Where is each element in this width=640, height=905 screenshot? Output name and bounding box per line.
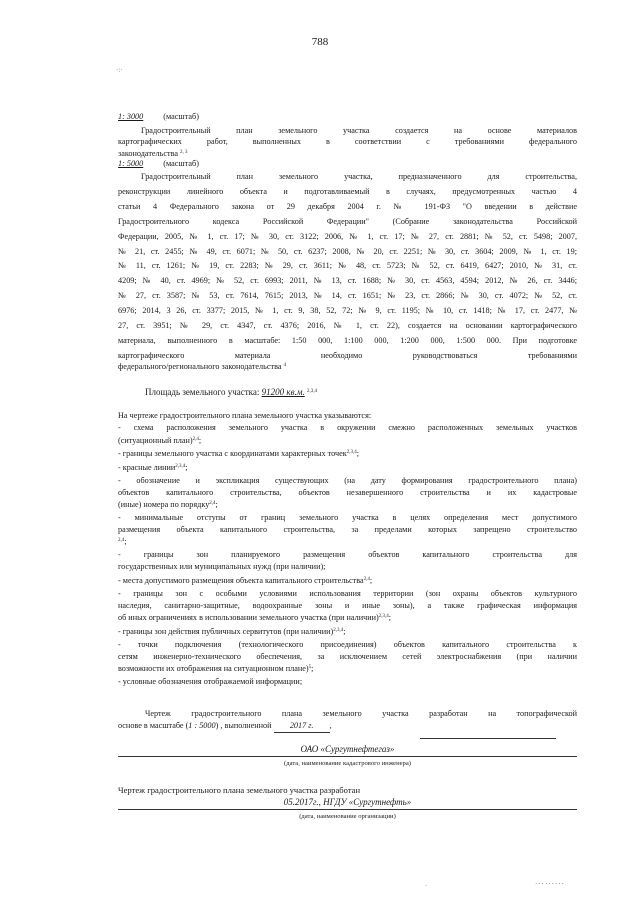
block2-line: 27, ст. 3951; № 29, ст. 4347, ст. 4376; 2016, № 1, ст. 22), создается на основании картографического: [118, 321, 577, 330]
drawing-item-tail: ;: [198, 435, 202, 445]
drawing-item-tail: ;: [388, 613, 391, 623]
page-number: 788: [311, 36, 329, 48]
block2-line: Федерации, 2005, № 1, ст. 17; № 30, ст. 3122; 2006, № 1, ст. 17; № 27, ст. 2881; № 52, ст. 5498; 2007,: [118, 231, 577, 241]
drawing-item-line: [118, 677, 302, 688]
scan-speck: ·:·: [116, 66, 123, 74]
signature-rule-2: [118, 809, 577, 810]
scan-speck: ·: [425, 882, 428, 890]
drawing-item-line: [118, 536, 127, 548]
drawing-item-footnote: 2,3,4: [346, 450, 357, 456]
block1-line3: [118, 148, 188, 160]
drawing-item-tail: ;: [369, 576, 373, 586]
drawing-item-tail: ;: [185, 463, 188, 473]
engineer-name: ОАО «Сургутнефтегаз»: [300, 744, 395, 754]
block2-last-line: [118, 361, 286, 373]
block2-line: № 27, ст. 3587; № 53, ст. 7614, 7615; 2013, № 14, ст. 1651; № 23, ст. 2866; № 30, ст. 4072; № 52, ст.: [118, 291, 577, 301]
org-heading: Чертеж градостроительного плана земельного участка разработан: [118, 785, 361, 795]
drawing-item-line: [118, 640, 577, 651]
block1-footnote: 2, 3: [180, 150, 188, 155]
block2-line: № 21, ст. 2455; № 49, ст. 6071; № 50, ст. 6237; 2008, № 20, ст. 2251; № 30, ст. 3604; 2009, № 1, ст. 19;: [118, 246, 577, 256]
block2-line: № 11, ст. 1261; № 19, ст. 2283; № 29, ст. 3611; № 48, ст. 5723; № 52, ст. 6419, 6427; 2010, № 31, ст.: [118, 261, 577, 271]
drawing-item-line: [118, 435, 201, 447]
block1-line3-text: законодательства: [118, 149, 178, 158]
drawing-item-line: [118, 562, 325, 573]
block2-line: Градостроительный план земельного участка, предназначенного для строительства,: [141, 172, 577, 181]
drawing-item-line: [118, 499, 218, 511]
block2-line: 6976; 2014, 3 26, ст. 3377; 2015, № 1, ст. 9, 38, 52, 72; № 9, ст. 1195; № 10, ст. 1418; № 17, ст. 2477, №: [118, 306, 577, 316]
drawing-item-line: [118, 423, 577, 434]
area-line: [145, 387, 317, 398]
drawing-item-line: [118, 462, 188, 474]
signature-rule-short: [420, 738, 556, 739]
scale-line-1: [118, 112, 199, 123]
made-end: ,: [329, 721, 332, 730]
drawing-item-line: [118, 476, 577, 487]
block2-footnote: 4: [283, 363, 287, 368]
drawing-item-text: размещения объекта капитального строительства, за пределами которых запрещено строительство: [118, 524, 577, 534]
drawing-item-text: - минимальные отступы от границ земельного участка в целях определения мест допустимого: [118, 513, 577, 522]
org-caption: (дата, наименование организации): [299, 813, 396, 820]
drawing-item-text: об иных ограничениях в использовании земельного участка (при наличии): [118, 613, 379, 623]
block2-line: реконструкции линейного объекта и подготавливаемый в случаях, предусмотренных частью 4: [118, 186, 577, 196]
drawing-item-text: (иные) номера по порядку: [118, 500, 210, 510]
drawing-item-line: [118, 575, 372, 587]
drawing-item-footnote: 2,4: [192, 436, 199, 442]
drawing-item-text: - границы земельного участка с координатами характерных точек: [118, 449, 347, 459]
block2-line: картографического материала необходимо руководствоваться требованиями: [118, 350, 577, 360]
area-label: Площадь земельного участка:: [145, 387, 260, 397]
scale-label-1: (масштаб): [163, 112, 199, 121]
made-line-1: Чертеж градостроительного плана земельного участка разработан на топографической: [145, 709, 577, 718]
drawing-item-text: возможности их отображения на ситуационном плане): [118, 664, 309, 674]
org-value: 05.2017г., НГДУ «Сургутнефть»: [283, 797, 412, 807]
drawing-item-text: государственных или муниципальных нужд (при наличии);: [118, 561, 326, 571]
drawing-item-line: [118, 626, 345, 638]
drawing-item-text: наследия, санитарно-защитные, водоохранные зоны и иные зоны), а также графическая информация: [118, 600, 577, 610]
scale-value-2: 1: 5000: [118, 159, 144, 168]
drawing-item-text: сетям инженерно-технического обеспечения, за исключением сетей электроснабжения (при наличии: [118, 651, 577, 661]
drawing-item-text: - места допустимого размещения объекта капитального строительства: [118, 576, 364, 586]
drawing-item-text: (ситуационный план): [118, 435, 193, 445]
area-footnote: 2,3,4: [307, 389, 318, 394]
block2-line: материала, выполненного в масштабе: 1:50 000, 1:100 000, 1:200 000, 1:500 000. При подготовке: [118, 335, 577, 345]
drawing-item-line: [118, 488, 577, 499]
drawing-item-line: [118, 612, 391, 624]
scale-label-2: (масштаб): [163, 159, 199, 168]
block2-line: Градостроительного кодекса Российской Федерации" (Собрание законодательства Российской: [118, 216, 577, 226]
made-mid: ) , выполненной: [215, 721, 272, 730]
drawing-item-text: - обозначение и экспликация существующих (на дату формирования градостроительного плана): [118, 476, 577, 485]
drawing-item-tail: ;: [311, 664, 314, 674]
drawing-item-line: [118, 448, 359, 460]
drawing-item-footnote: 5: [308, 665, 312, 671]
drawing-item-text: - границы зон действия публичных сервитутов (при наличии): [118, 627, 334, 637]
block1-line1: Градостроительный план земельного участка создается на основе материалов: [141, 126, 577, 135]
drawing-item-text: объектов капитального строительства, объектов незавершенного строительства и их кадастровые: [118, 487, 577, 497]
scale-value-1: 1: 3000: [118, 112, 144, 121]
scale-line-2: [118, 159, 199, 170]
drawing-item-text: - границы зон с особыми условиями использования территории (зон охраны объектов культурного: [118, 589, 577, 599]
drawing-item-footnote: 2,3,4: [378, 614, 389, 620]
drawing-item-tail: ;: [356, 449, 360, 459]
drawing-intro: На чертеже градостроительного плана земельного участка указываются:: [118, 411, 372, 420]
drawing-item-footnote: 2,4: [209, 501, 216, 507]
drawing-item-tail: ;: [215, 500, 218, 510]
drawing-item-tail: ;: [124, 537, 127, 547]
made-line-2: [118, 721, 332, 733]
drawing-item-line: [118, 589, 577, 600]
drawing-item-footnote: 2,4: [363, 577, 370, 583]
made-scale: 1 : 5000: [188, 721, 216, 730]
block2-line: 4209; № 40, ст. 4969; № 52, ст. 6993; 2011, № 13, ст. 1688; № 30, ст. 4563, 4594; 2012, № 26, ст. 3446;: [118, 276, 577, 286]
engineer-caption: (дата, наименование кадастрового инженера): [284, 760, 411, 767]
drawing-item-line: [118, 550, 577, 561]
made-year: 2017 г.: [274, 721, 330, 733]
drawing-item-text: - схема расположения земельного участка в окружении смежно расположенных земельных участков: [118, 423, 577, 432]
block1-line2: картографических работ, выполненных в соответствии с требованиями федерального: [118, 137, 577, 146]
drawing-item-footnote: 2,4: [118, 538, 125, 544]
drawing-item-text: - красные линии: [118, 463, 176, 473]
made-prefix: основе в масштабе (: [118, 721, 189, 730]
drawing-item-line: [118, 525, 577, 536]
drawing-item-text: - границы зон планируемого размещения объектов капитального строительства для: [118, 550, 577, 559]
scan-edge-mark: ·········: [535, 880, 565, 888]
drawing-item-footnote: 2,3,4: [333, 628, 344, 634]
drawing-item-text: - условные обозначения отображаемой информации;: [118, 677, 303, 686]
drawing-item-line: [118, 601, 577, 612]
block2-last-text: федерального/регионального законодательства: [118, 362, 282, 371]
area-value: 91200 кв.м.: [261, 387, 305, 397]
drawing-item-line: [118, 513, 577, 524]
drawing-item-tail: ;: [343, 627, 346, 637]
signature-rule-1: [118, 756, 577, 757]
drawing-item-footnote: 2,3,4: [175, 464, 186, 470]
drawing-item-text: - точки подключения (технологического присоединения) объектов капитального строительства к: [118, 640, 577, 649]
block2-line: статьи 4 Федерального закона от 29 декабря 2004 г. № 191-ФЗ "О введении в действие: [118, 201, 577, 211]
drawing-item-line: [118, 663, 313, 675]
drawing-item-line: [118, 652, 577, 663]
